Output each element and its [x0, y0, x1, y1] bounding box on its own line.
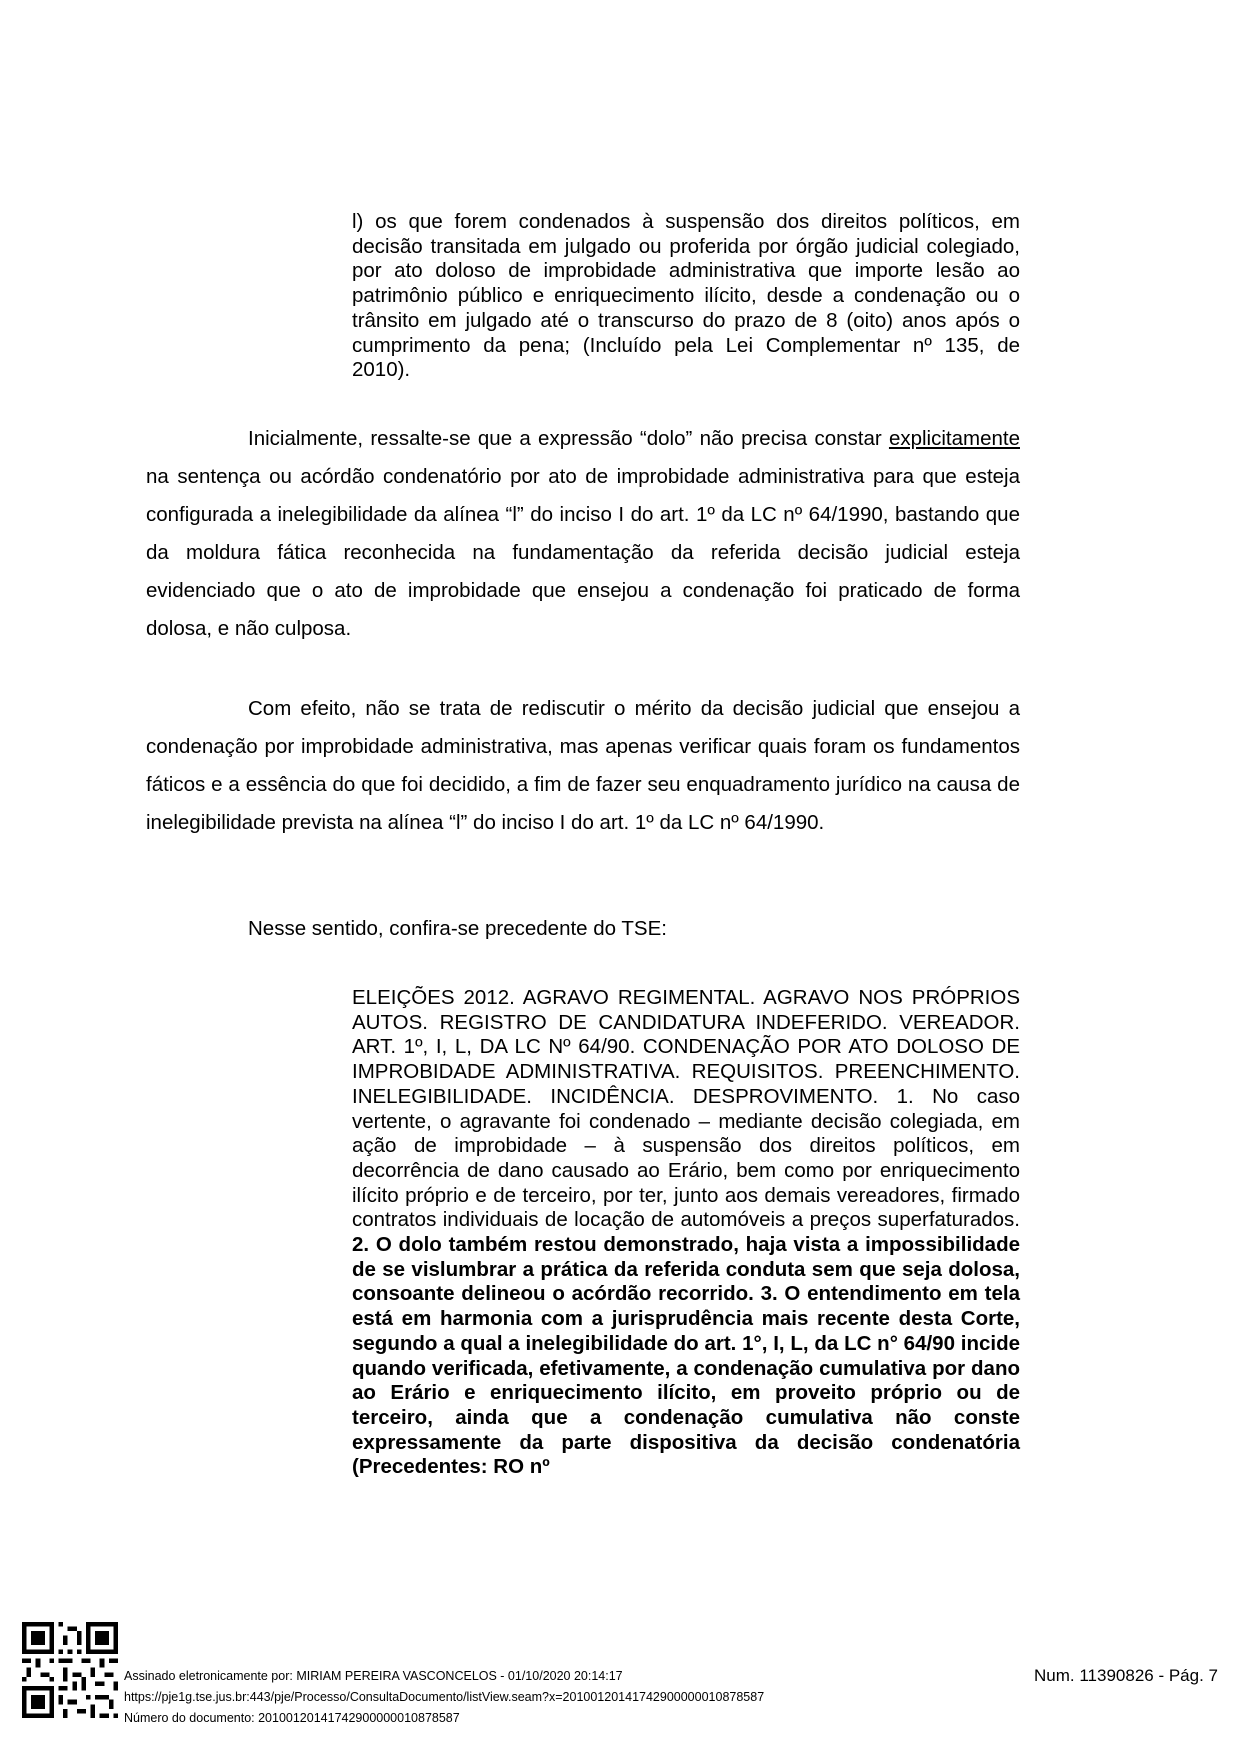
- paragraph-text: Inicialmente, ressalte-se que a expressão “dolo” não precisa constar: [248, 427, 889, 450]
- document-number-line: Número do documento: 20100120141742900000010878587: [124, 1711, 460, 1725]
- citation-text: l) os que forem condenados à suspensão dos direitos políticos, em decisão transitada em julgado ou proferida por órgão judicial colegiado, por ato doloso de improbidade administrativa que importe lesão ao patrimônio público e enriquecimento ilícito, desde a condenação ou o trânsito em julgado até o transcurso do prazo de 8 (oito) anos após o cumprimento da pena; (Incluído pela Lei Complementar nº 135, de 2010).: [352, 210, 1020, 382]
- body-paragraph-1: [146, 420, 1020, 648]
- document-url-line[interactable]: https://pje1g.tse.jus.br:443/pje/Processo/ConsultaDocumento/listView.seam?x=20100120141742900000010878587: [124, 1690, 765, 1704]
- legal-citation-block: [352, 210, 1020, 383]
- body-paragraph-2: [146, 690, 1020, 842]
- signed-by-line: Assinado eletronicamente por: MIRIAM PEREIRA VASCONCELOS - 01/10/2020 20:14:17: [124, 1669, 623, 1683]
- paragraph-text: Nesse sentido, confira-se precedente do TSE:: [248, 917, 667, 940]
- electronic-signature-info: [124, 1666, 764, 1729]
- paragraph-text: Com efeito, não se trata de rediscutir o mérito da decisão judicial que ensejou a condenação por improbidade administrativa, mas apenas verificar quais foram os fundamentos fáticos e a essência do que foi decidido, a fim de fazer seu enquadramento jurídico na causa de inelegibilidade prevista na alínea “l” do inciso I do art. 1º da LC nº 64/1990.: [146, 697, 1020, 834]
- underlined-word: explicitamente: [888, 427, 1020, 450]
- signature-footer: [22, 1622, 1218, 1740]
- page-number-label: Num. 11390826 - Pág. 7: [1034, 1666, 1218, 1685]
- citation-text: ELEIÇÕES 2012. AGRAVO REGIMENTAL. AGRAVO NOS PRÓPRIOS AUTOS. REGISTRO DE CANDIDATURA INDEFERIDO. VEREADOR. ART. 1º, I, L, DA LC Nº 64/90. CONDENAÇÃO POR ATO DOLOSO DE IMPROBIDADE ADMINISTRATIVA. REQUISITOS. PREENCHIMENTO. INELEGIBILIDADE. INCIDÊNCIA. DESPROVIMENTO. 1. No caso vertente, o agravante foi condenado – mediante decisão colegiada, em ação de improbidade – à suspensão dos direitos políticos, em decorrência de dano causado ao Erário, bem como por enriquecimento ilícito próprio e de terceiro, por ter, junto aos demais vereadores, firmado contratos individuais de locação de automóveis a preços superfaturados.: [352, 986, 1020, 1232]
- citation-bold-text: 2. O dolo também restou demonstrado, haja vista a impossibilidade de se vislumbrar a prática da referida conduta sem que seja dolosa, consoante delineou o acórdão recorrido. 3. O entendimento em tela está em harmonia com a jurisprudência mais recente desta Corte, segundo a qual a inelegibilidade do art. 1°, I, L, da LC n° 64/90 incide quando verificada, efetivamente, a condenação cumulativa por dano ao Erário e enriquecimento ilícito, em proveito próprio ou de terceiro, ainda que a condenação cumulativa não conste expressamente da parte dispositiva da decisão condenatória (Precedentes: RO nº: [352, 1233, 1020, 1479]
- jurisprudence-citation-block: [352, 986, 1020, 1480]
- body-paragraph-3: [248, 910, 1020, 948]
- qr-code[interactable]: [22, 1622, 118, 1718]
- paragraph-text: na sentença ou acórdão condenatório por ato de improbidade administrativa para que esteja configurada a inelegibilidade da alínea “l” do inciso I do art. 1º da LC nº 64/1990, bastando que da moldura fática reconhecida na fundamentação da referida decisão judicial esteja evidenciado que o ato de improbidade que ensejou a condenação foi praticado de forma dolosa, e não culposa.: [146, 465, 1020, 640]
